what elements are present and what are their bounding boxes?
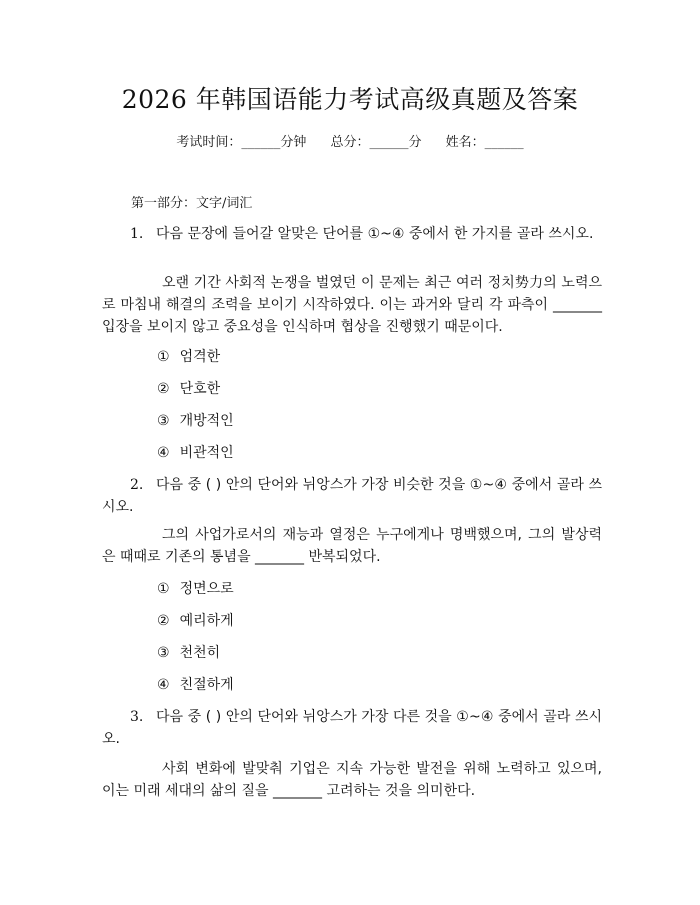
question-number: 3. [130, 709, 144, 725]
question-1-prompt [102, 223, 602, 245]
question-2-passage: 그의 사업가로서의 재능과 열정은 누구에게나 명백했으며, 그의 발상력은 때때로 기존의 통념을 _______ 반복되었다. [102, 527, 602, 565]
question-2-option-3: ③ 천천히 [157, 645, 221, 661]
total-score-field: 总分：______分 [330, 135, 422, 150]
question-number: 1. [130, 226, 144, 242]
question-number: 2. [130, 477, 144, 493]
question-1-option-4: ④ 비관적인 [157, 445, 234, 461]
document-title: 2026 年韩国语能力考试高级真题及答案 [121, 85, 579, 114]
question-2-prompt [102, 474, 602, 518]
question-text: 다음 중 ( ) 안의 단어와 뉘앙스가 가장 비슷한 것을 ①~④ 중에서 골라 쓰시오. [102, 477, 602, 515]
question-3-passage: 사회 변화에 발맞춰 기업은 지속 가능한 발전을 위해 노력하고 있으며, 이는 미래 세대의 삶의 질을 _______ 고려하는 것을 의미한다. [102, 761, 602, 799]
question-text: 다음 중 ( ) 안의 단어와 뉘앙스가 가장 다른 것을 ①~④ 중에서 골라 쓰시오. [102, 709, 602, 747]
question-2-option-2: ② 예리하게 [157, 613, 234, 629]
exam-meta-line [0, 131, 700, 150]
question-1-option-1: ① 엄격한 [157, 349, 221, 365]
section-heading: 第一部分：文字/词汇 [131, 196, 253, 211]
question-text: 다음 문장에 들어갈 알맞은 단어를 ①~④ 중에서 한 가지를 골라 쓰시오. [156, 226, 594, 242]
student-name-field: 姓名：______ [445, 135, 524, 150]
question-1-passage: 오랜 기간 사회적 논쟁을 벌였던 이 문제는 최근 여러 정치势力의 노력으로 마침내 해결의 조력을 보이기 시작하였다. 이는 과거와 달리 각 파측이 _______ 입장을 보이지 않고 중요성을 인식하며 협상을 진행했기 때문이다. [102, 275, 602, 335]
exam-time-field: 考试时间：______分钟 [176, 135, 307, 150]
question-2-option-4: ④ 친절하게 [157, 677, 234, 693]
question-3-prompt [102, 706, 602, 750]
question-1-option-3: ③ 개방적인 [157, 413, 234, 429]
question-1-option-2: ② 단호한 [157, 381, 221, 397]
question-2-option-1: ① 정면으로 [157, 581, 234, 597]
